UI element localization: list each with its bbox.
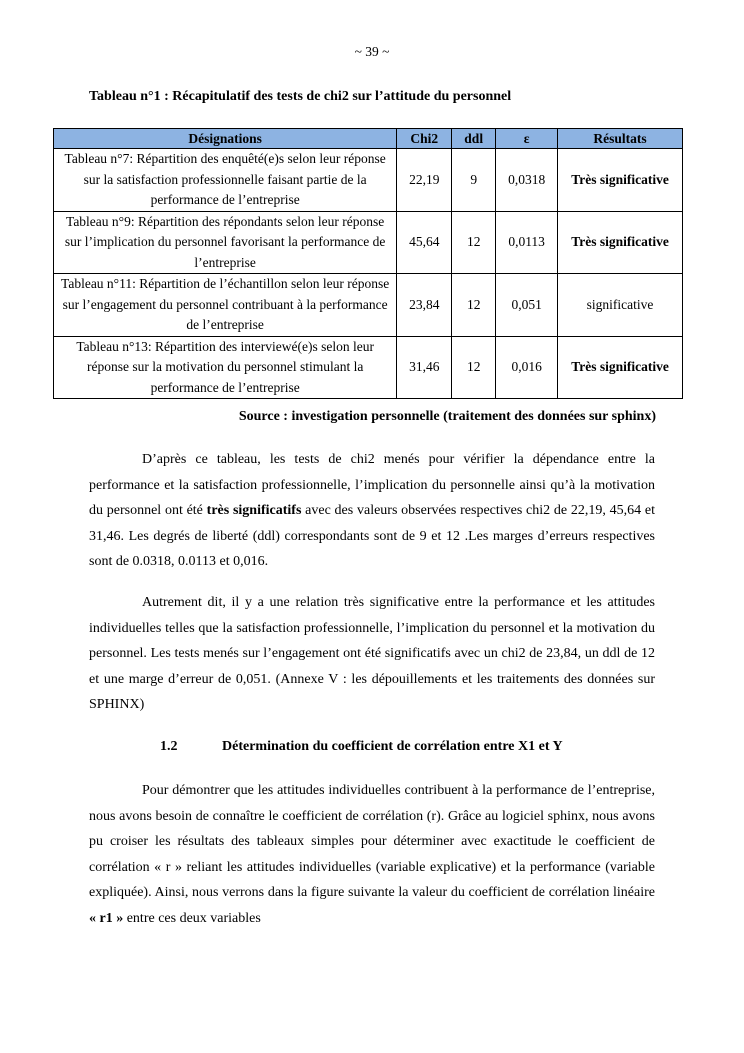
cell-ddl: 9 [452, 149, 496, 212]
cell-designation: Tableau n°11: Répartition de l’échantillon selon leur réponse sur l’engagement du personnel contribuant à la performance de l’entreprise [54, 274, 397, 337]
table-row [54, 211, 683, 274]
cell-chi2: 45,64 [397, 211, 452, 274]
cell-designation: Tableau n°7: Répartition des enquêté(e)s selon leur réponse sur la satisfaction professionnelle faisant partie de la performance de l’entreprise [54, 149, 397, 212]
paragraph-text: entre ces deux variables [123, 910, 261, 926]
section-heading [160, 739, 563, 755]
paragraph-text: Pour démontrer que les attitudes individuelles contribuent à la performance de l’entreprise, nous avons besoin de connaître le coefficient de corrélation (r). Grâce au logiciel sphinx, nous avons pu croiser les résultats des tableaux simples pour déterminer avec exactitude le coefficient de corrélation « r » reliant les attitudes individuelles (variable explicative) et la performance (variable expliquée). Ainsi, nous verrons dans la figure suivante la valeur du coefficient de corrélation linéaire [89, 783, 655, 901]
table-header-row [54, 129, 683, 149]
paragraph-emphasis: très significatifs [206, 503, 302, 519]
cell-designation: Tableau n°9: Répartition des répondants selon leur réponse sur l’implication du personnel favorisant la performance de l’entreprise [54, 211, 397, 274]
cell-designation: Tableau n°13: Répartition des interviewé(e)s selon leur réponse sur la motivation du personnel stimulant la performance de l’entreprise [54, 336, 397, 399]
cell-result: significative [558, 274, 683, 337]
cell-chi2: 31,46 [397, 336, 452, 399]
page-number: ~ 39 ~ [354, 44, 390, 59]
table-row [54, 336, 683, 399]
cell-ddl: 12 [452, 274, 496, 337]
cell-result: Très significative [558, 149, 683, 212]
header-chi2: Chi2 [397, 129, 452, 149]
table-row [54, 274, 683, 337]
cell-epsilon: 0,016 [496, 336, 558, 399]
cell-epsilon: 0,0318 [496, 149, 558, 212]
cell-chi2: 23,84 [397, 274, 452, 337]
cell-ddl: 12 [452, 211, 496, 274]
table-title: Tableau n°1 : Récapitulatif des tests de chi2 sur l’attitude du personnel [89, 89, 512, 104]
cell-result: Très significative [558, 336, 683, 399]
section-title: Détermination du coefficient de corrélation entre X1 et Y [222, 739, 563, 754]
paragraph [89, 778, 655, 932]
section-number: 1.2 [160, 739, 178, 754]
header-results: Résultats [558, 129, 683, 149]
cell-epsilon: 0,0113 [496, 211, 558, 274]
table-row [54, 149, 683, 212]
paragraph: Autrement dit, il y a une relation très significative entre la performance et les attitudes individuelles telles que la satisfaction professionnelle, l’implication du personnel et la motivation du personnel. Les tests menés sur l’engagement ont été significatifs avec un chi2 de 23,84, un ddl de 12 et une marge d’erreur de 0,051. (Annexe V : les dépouillements et les traitements des données sur SPHINX) [89, 595, 655, 713]
cell-ddl: 12 [452, 336, 496, 399]
cell-result: Très significative [558, 211, 683, 274]
paragraph-text: avec des valeurs observées respectives chi2 de 22,19, 45,64 et 31,46. Les degrés de liberté (ddl) correspondants sont de 9 et 12 .Les marges d’erreurs respectives sont de 0.0318, 0.0113 et 0,016. [89, 503, 656, 570]
table-source: Source : investigation personnelle (traitement des données sur sphinx) [238, 409, 656, 424]
paragraph [89, 447, 655, 575]
header-epsilon: ε [496, 129, 558, 149]
paragraph-text: D’après ce tableau, les tests de chi2 menés pour vérifier la dépendance entre la performance et la satisfaction professionnelle, l’implication du personnelle ainsi qu’à la motivation du personnel ont été [89, 452, 655, 519]
cell-chi2: 22,19 [397, 149, 452, 212]
header-designations: Désignations [54, 129, 397, 149]
paragraph-emphasis: « r1 » [89, 910, 124, 926]
chi2-summary-table [53, 128, 683, 399]
header-ddl: ddl [452, 129, 496, 149]
cell-epsilon: 0,051 [496, 274, 558, 337]
